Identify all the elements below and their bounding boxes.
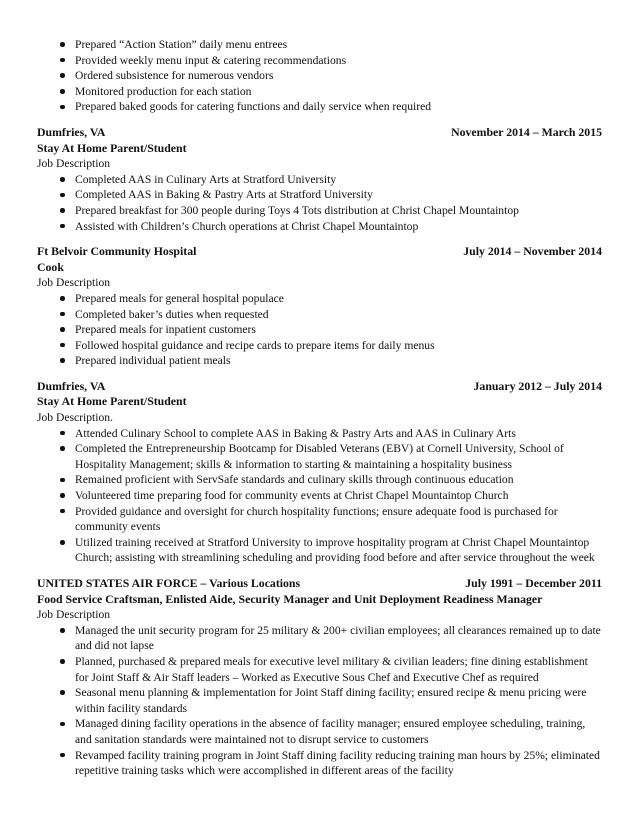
bullet-item: Ordered subsistence for numerous vendors: [75, 68, 602, 84]
bullet-item: Prepared baked goods for catering functions and daily service when required: [75, 99, 602, 115]
intro-bullet-list: [37, 37, 602, 115]
job-organization: Dumfries, VA: [37, 124, 106, 139]
bullet-item: Provided weekly menu input & catering recommendations: [75, 53, 602, 69]
job-bullet-list: [37, 426, 602, 566]
bullet-item: Remained proficient with ServSafe standards and culinary skills through continuous education: [75, 472, 602, 488]
job-bullet-list: [37, 291, 602, 369]
bullet-item: Managed dining facility operations in the absence of facility manager; ensured employee scheduling, training, and sanitation standards were maintained not to disrupt service to customers: [75, 716, 602, 747]
bullet-item: Prepared meals for general hospital populace: [75, 291, 602, 307]
bullet-item: Assisted with Children’s Church operations at Christ Chapel Mountaintop: [75, 219, 602, 235]
job-organization: Dumfries, VA: [37, 378, 106, 393]
job-header: [37, 125, 602, 141]
job-title: Stay At Home Parent/Student: [37, 394, 187, 409]
job-description-label: Job Description: [37, 157, 111, 171]
job-entry: [37, 125, 602, 234]
bullet-item: Seasonal menu planning & implementation for Joint Staff dining facility; ensured recipe & menu pricing were within facility standards: [75, 685, 602, 716]
job-description-label: Job Description.: [37, 411, 113, 425]
bullet-item: Prepared individual patient meals: [75, 353, 602, 369]
job-header: [37, 244, 602, 260]
bullet-item: Followed hospital guidance and recipe cards to prepare items for daily menus: [75, 338, 602, 354]
bullet-item: Managed the unit security program for 25 military & 200+ civilian employees; all clearances remained up to date and did not lapse: [75, 623, 601, 653]
bullet-item: Attended Culinary School to complete AAS in Baking & Pastry Arts and AAS in Culinary Arts: [75, 426, 602, 442]
job-entry: [37, 379, 602, 566]
job-dates: November 2014 – March 2015: [451, 124, 602, 139]
job-organization: Ft Belvoir Community Hospital: [37, 244, 197, 259]
job-description-label: Job Description: [37, 276, 111, 290]
job-entry: [37, 576, 602, 779]
job-description-label: Job Description: [37, 608, 111, 622]
job-bullet-list: [37, 623, 602, 779]
bullet-item: Completed the Entrepreneurship Bootcamp for Disabled Veterans (EBV) at Cornell University, School of Hospitality Management; skills & information to starting & maintaining a hospitality business: [75, 441, 602, 472]
job-title: Stay At Home Parent/Student: [37, 140, 187, 155]
bullet-item: Completed AAS in Culinary Arts at Stratford University: [75, 172, 602, 188]
bullet-item: Planned, purchased & prepared meals for executive level military & civilian leaders; fine dining establishment for Joint Staff & Air Staff leaders – Worked as Executive Sous Chef and Executive Chef as required: [75, 654, 602, 685]
job-header: [37, 379, 602, 395]
job-list: [37, 125, 602, 779]
bullet-item: Provided guidance and oversight for church hospitality functions; ensure adequate food is purchased for community events: [75, 504, 602, 535]
job-dates: January 2012 – July 2014: [473, 378, 602, 393]
job-bullet-list: [37, 172, 602, 234]
bullet-item: Prepared meals for inpatient customers: [75, 322, 602, 338]
bullet-item: Completed AAS in Baking & Pastry Arts at Stratford University: [75, 187, 602, 203]
bullet-item: Prepared “Action Station” daily menu entrees: [75, 37, 602, 53]
job-title: Food Service Craftsman, Enlisted Aide, Security Manager and Unit Deployment Readiness Manager: [37, 591, 543, 606]
bullet-item: Completed baker’s duties when requested: [75, 307, 602, 323]
bullet-item: Prepared breakfast for 300 people during Toys 4 Tots distribution at Christ Chapel Mountaintop: [75, 203, 602, 219]
bullet-item: Utilized training received at Stratford University to improve hospitality program at Christ Chapel Mountaintop Church; assisting with streamlining scheduling and providing food before and after service throughout the week: [75, 535, 602, 566]
job-dates: July 2014 – November 2014: [463, 244, 602, 259]
job-header: [37, 576, 602, 592]
job-entry: [37, 244, 602, 369]
bullet-item: Revamped facility training program in Joint Staff dining facility reducing training man hours by 25%; eliminated repetitive training tasks which were accomplished in different areas of the facility: [75, 748, 602, 779]
job-dates: July 1991 – December 2011: [465, 576, 602, 590]
bullet-item: Volunteered time preparing food for community events at Christ Chapel Mountaintop Church: [75, 488, 602, 504]
bullet-item: Monitored production for each station: [75, 84, 602, 100]
job-organization: UNITED STATES AIR FORCE – Various Locations: [37, 576, 301, 590]
job-title: Cook: [37, 259, 64, 274]
